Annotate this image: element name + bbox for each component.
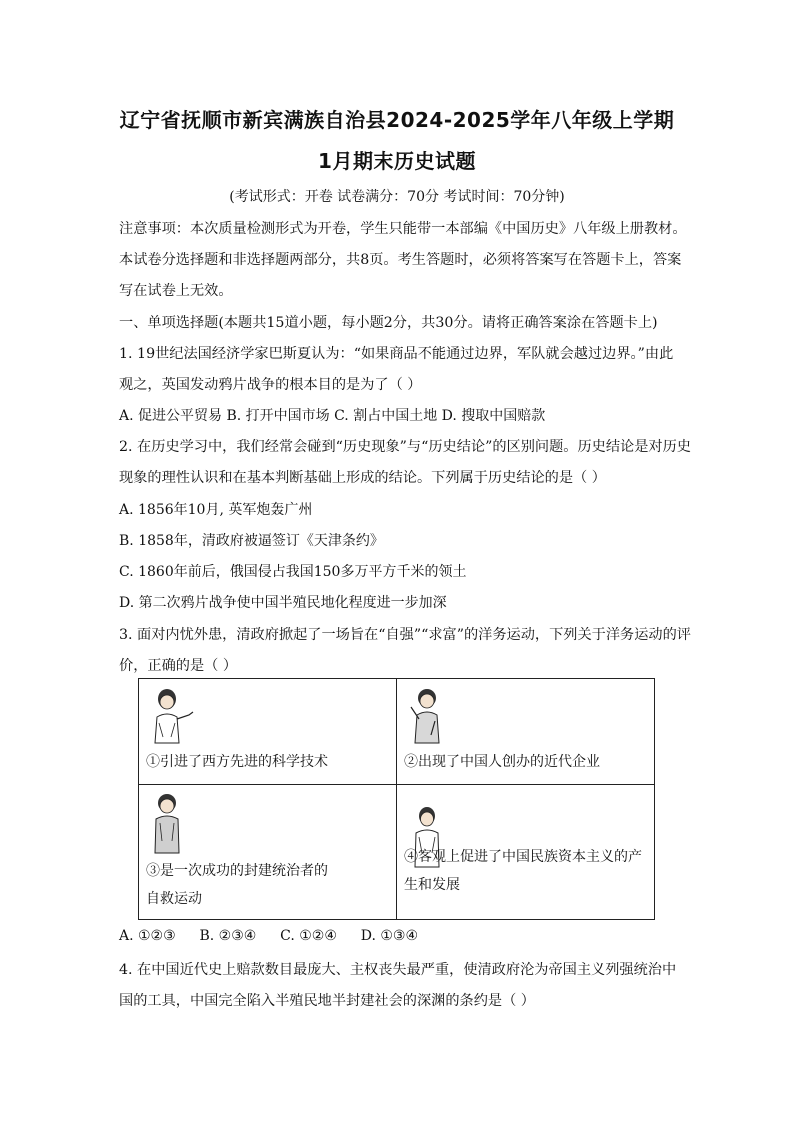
question-2-option-a: A. 1856年10月, 英军炮轰广州 (119, 502, 313, 518)
question-1-options: A. 促进公平贸易 B. 打开中国市场 C. 割占中国土地 D. 搜取中国赔款 (119, 408, 546, 424)
student-illustration-icon (147, 685, 195, 747)
card-2-text: ②出现了中国人创办的近代企业 (404, 754, 600, 770)
exam-title-line1: 辽宁省抚顺市新宾满族自治县2024-2025学年八年级上学期 (119, 108, 675, 132)
card-1-text: ①引进了西方先进的科学技术 (146, 754, 328, 770)
question-1-text: 1. 19世纪法国经济学家巴斯夏认为：“如果商品不能通过边界，军队就会越过边界。”由此 (119, 346, 674, 362)
exam-info: (考试形式：开卷 试卷满分：70分 考试时间：70分钟) (229, 189, 565, 205)
card-4 (397, 785, 655, 920)
question-4-text: 4. 在中国近代史上赔款数目最庞大、主权丧失最严重，使清政府沦为帝国主义列强统治中 (119, 962, 677, 978)
card-1 (139, 679, 397, 785)
section-heading: 一、单项选择题(本题共15道小题，每小题2分，共30分。请将正确答案涂在答题卡上) (119, 315, 658, 331)
student-illustration-icon (405, 685, 453, 747)
notice-line: 写在试卷上无效。 (119, 283, 233, 299)
question-1-text: 观之，英国发动鸦片战争的根本目的是为了（ ） (119, 377, 422, 393)
question-4-text: 国的工具，中国完全陷入半殖民地半封建社会的深渊的条约是（ ） (119, 993, 535, 1009)
question-2-option-d: D. 第二次鸦片战争使中国半殖民地化程度进一步加深 (119, 595, 447, 611)
question-2-text: 2. 在历史学习中，我们经常会碰到“历史现象”与“历史结论”的区别问题。历史结论是对历史 (119, 439, 691, 455)
card-3-text-line2: 自救运动 (146, 891, 202, 907)
question-2-text: 现象的理性认识和在基本判断基础上形成的结论。下列属于历史结论的是（ ） (119, 470, 606, 486)
question-3-option-d: D. ①③④ (360, 928, 418, 944)
card-3-text-line1: ③是一次成功的封建统治者的 (146, 863, 328, 879)
question-2-option-b: B. 1858年，清政府被逼签订《天津条约》 (119, 533, 384, 549)
card-4-text: ④客观上促进了中国民族资本主义的产生和发展 (404, 849, 642, 893)
card-3-text (146, 857, 346, 913)
question-3-options (119, 928, 424, 944)
question-3-text: 3. 面对内忧外患，清政府掀起了一场旨在“自强”“求富”的洋务运动，下列关于洋务运动的评 (119, 627, 691, 643)
exam-title-line2: 1月期末历史试题 (318, 149, 476, 173)
question-3-option-c: C. ①②④ (280, 928, 337, 944)
question-3-option-a: A. ①②③ (119, 928, 176, 944)
question-3-option-b: B. ②③④ (199, 928, 257, 944)
question-2-option-c: C. 1860年前后，俄国侵占我国150多万平方千米的领土 (119, 564, 467, 580)
question-3-cards-table (138, 678, 655, 920)
question-3-text: 价，正确的是（ ） (119, 658, 238, 674)
card-3 (139, 785, 397, 920)
notice-line: 本试卷分选择题和非选择题两部分，共8页。考生答题时，必须将答案写在答题卡上，答案 (119, 252, 682, 268)
student-illustration-icon (147, 791, 187, 857)
card-2 (397, 679, 655, 785)
notice-line: 注意事项：本次质量检测形式为开卷，学生只能带一本部编《中国历史》八年级上册教材。 (119, 221, 687, 237)
